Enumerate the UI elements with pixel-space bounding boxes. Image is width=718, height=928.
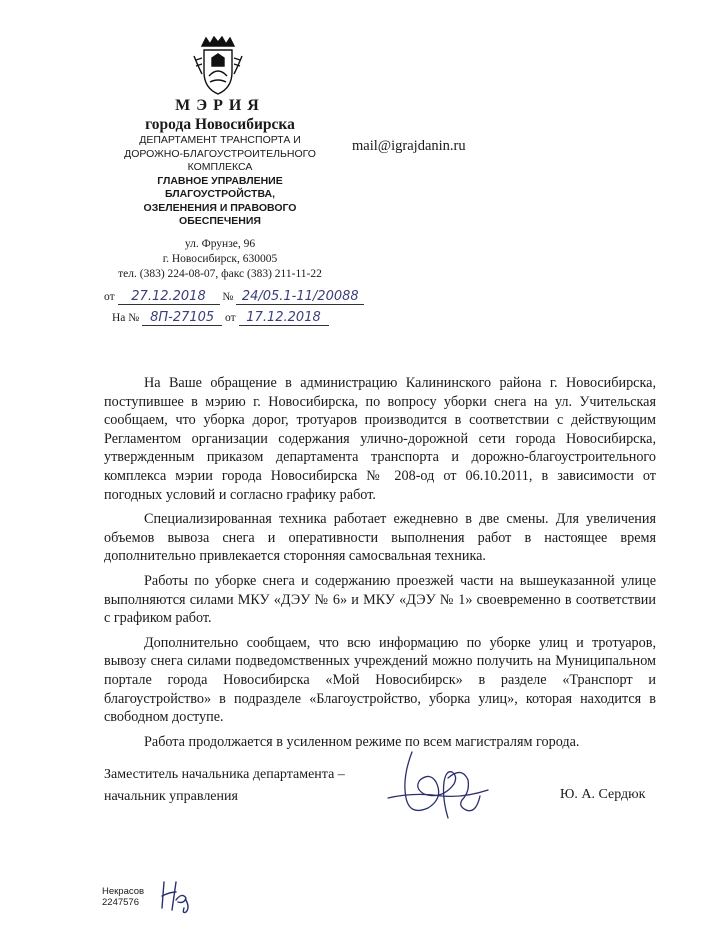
on-number-label: На № (112, 312, 140, 324)
letter-body (104, 374, 656, 757)
signer-position (104, 764, 345, 808)
body-paragraph: Специализированная техника работает ежедневно в две смены. Для увеличения объемов вывоза снега и оперативности выполнения работ в настоящее время дополнительно привлекается сторонняя самосвальная техника. (104, 511, 656, 565)
body-paragraph: Работы по уборке снега и содержанию проезжей части на вышеуказанной улице выполняются силами МКУ «ДЭУ № 6» и МКУ «ДЭУ № 1» своевременно в соответствии с графиком работ. (104, 572, 656, 627)
signer-name: Ю. А. Сердюк (560, 787, 646, 802)
department-line: ДОРОЖНО-БЛАГОУСТРОИТЕЛЬНОГО (124, 147, 316, 160)
body-paragraph: На Ваше обращение в администрацию Калининского района г. Новосибирска, поступившее в мэрию г. Новосибирска, по вопросу уборки снега на ул. Учительская сообщаем, что уборка дорог, тротуаров производится в соответствии с действующим Регламентом организации содержания улично-дорожной сети города Новосибирска, утвержденным приказом департамента транспорта и дорожно-благоустроительного комплекса мэрии города Новосибирска № 208-од от 06.10.2011, в зависимости от погодных условий и согласно графику работ. (104, 375, 656, 503)
signer-position-line: начальник управления (104, 789, 238, 804)
handwritten-initials (156, 878, 196, 914)
organization-address (96, 237, 344, 282)
from-label: от (104, 291, 115, 303)
coat-of-arms-icon (192, 36, 244, 96)
number-label: № (222, 291, 234, 303)
incoming-number: 8П-27105 (142, 311, 222, 326)
org-title: МЭРИЯ (175, 97, 265, 114)
directorate-line: ОЗЕЛЕНЕНИЯ И ПРАВОВОГО (143, 201, 297, 214)
directorate-line: БЛАГОУСТРОЙСТВА, (164, 188, 276, 200)
org-city: города Новосибирска (145, 116, 295, 133)
signer-position-line: Заместитель начальника департамента – (104, 767, 345, 782)
address-line: ул. Фрунзе, 96 (184, 238, 256, 250)
outgoing-reference (104, 290, 364, 305)
directorate-line: ГЛАВНОЕ УПРАВЛЕНИЕ (157, 174, 283, 187)
in-from-label: от (225, 312, 236, 324)
organization-header (96, 96, 344, 229)
recipient-email: mail@igrajdanin.ru (352, 138, 466, 154)
body-paragraph: Дополнительно сообщаем, что всю информацию по уборке улиц и тротуаров, вывозу снега силами подведомственных учреждений можно получить на Муниципальном портале города Новосибирска «Мой Новосибирск» в разделе «Транспорт и благоустройство» в подразделе «Благоустройство, уборка улиц», которая находится в свободном доступе. (104, 634, 656, 726)
address-line: тел. (383) 224-08-07, факс (383) 211-11-22 (118, 268, 322, 280)
incoming-reference (112, 311, 329, 326)
incoming-date: 17.12.2018 (239, 311, 329, 326)
directorate-line: ОБЕСПЕЧЕНИЯ (179, 215, 261, 227)
outgoing-number: 24/05.1-11/20088 (236, 290, 364, 305)
department-line: ДЕПАРТАМЕНТ ТРАНСПОРТА И (139, 134, 301, 146)
body-paragraph: Работа продолжается в усиленном режиме по всем магистралям города. (144, 733, 580, 750)
executor-info (102, 886, 144, 908)
address-line: г. Новосибирск, 630005 (162, 253, 278, 265)
outgoing-date: 27.12.2018 (118, 290, 220, 305)
handwritten-signature (384, 748, 494, 834)
department-line: КОМПЛЕКСА (187, 161, 253, 173)
executor-name: Некрасов (102, 886, 145, 897)
executor-phone: 2247576 (102, 897, 139, 908)
